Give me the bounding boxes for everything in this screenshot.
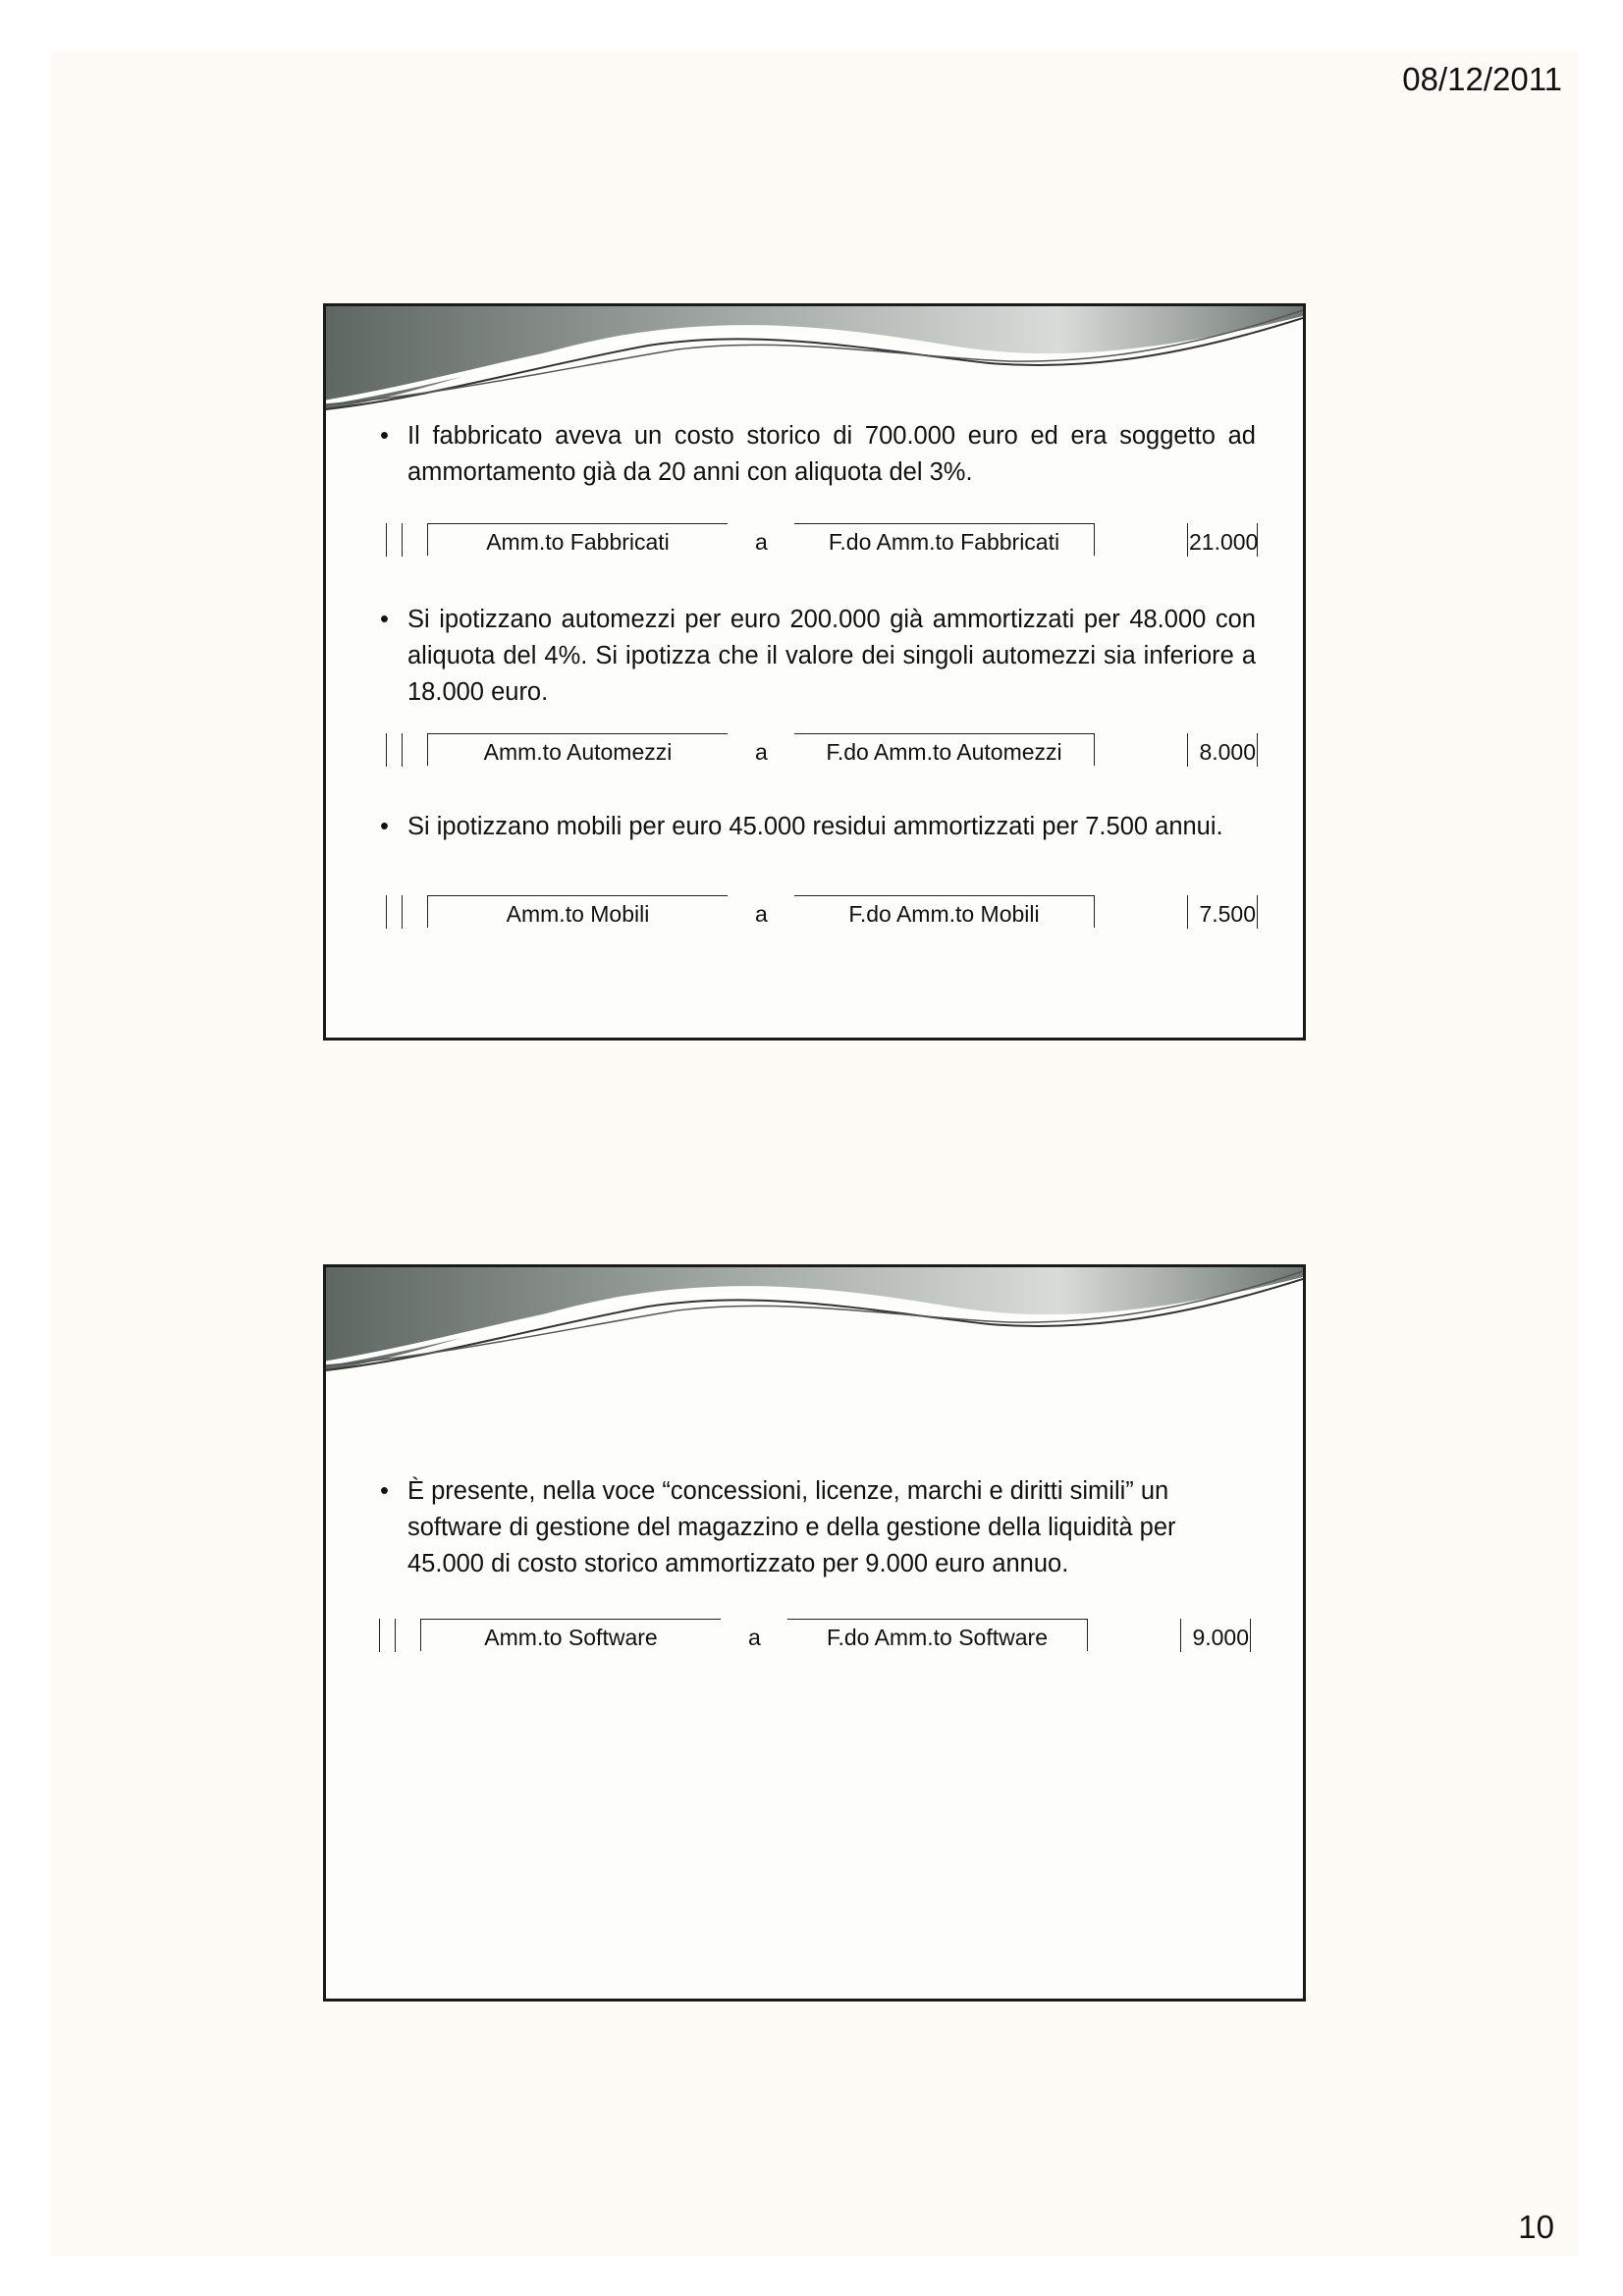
entry-connector: a xyxy=(748,1625,761,1650)
slide xyxy=(323,303,1306,1041)
journal-entry xyxy=(375,1619,1259,1654)
entry-column-rule xyxy=(1250,1619,1251,1652)
bullet-item xyxy=(380,602,1256,711)
bullet-item xyxy=(380,809,1256,845)
entry-column-rule xyxy=(1257,733,1258,767)
entry-column-rule xyxy=(379,1619,380,1652)
bullet-text: Si ipotizzano mobili per euro 45.000 residui ammortizzati per 7.500 annui. xyxy=(407,813,1223,840)
entry-column-rule xyxy=(402,733,403,767)
entry-column-rule xyxy=(402,523,403,557)
entry-column-rule xyxy=(395,1619,396,1652)
journal-entry xyxy=(382,895,1266,931)
debit-account: Amm.to Automezzi xyxy=(427,733,728,766)
entry-amount: 9.000 xyxy=(1192,1625,1249,1650)
entry-column-rule xyxy=(386,523,387,557)
bullet-text: È presente, nella voce “concessioni, licenze, marchi e diritti simili” un software di gestione del magazzino e della gestione della liquidità per 45.000 di costo storico ammortizzato per 9.000 euro annuo. xyxy=(407,1477,1176,1577)
credit-account: F.do Amm.to Mobili xyxy=(794,895,1095,928)
entry-amount: 21.000 xyxy=(1189,529,1259,555)
bullet-text: Il fabbricato aveva un costo storico di 700.000 euro ed era soggetto ad ammortamento già da 20 anni con aliquota del 3%. xyxy=(407,422,1256,486)
entry-amount: 7.500 xyxy=(1199,901,1256,927)
entry-connector: a xyxy=(755,529,768,555)
bullet-marker: • xyxy=(380,1477,389,1505)
debit-account: Amm.to Fabbricati xyxy=(427,523,728,556)
debit-account: Amm.to Mobili xyxy=(427,895,728,928)
entry-column-rule xyxy=(402,895,403,929)
slide xyxy=(323,1264,1306,2002)
entry-column-rule xyxy=(386,895,387,929)
bullet-marker: • xyxy=(380,606,389,633)
print-date: 08/12/2011 xyxy=(1402,61,1562,97)
page-number: 10 xyxy=(1518,2209,1554,2245)
entry-connector: a xyxy=(755,739,768,765)
credit-account: F.do Amm.to Fabbricati xyxy=(794,523,1095,556)
entry-column-rule xyxy=(386,733,387,767)
bullet-text: Si ipotizzano automezzi per euro 200.000 già ammortizzati per 48.000 con aliquota del 4%. Si ipotizza che il valore dei singoli automezzi sia inferiore a 18.000 euro. xyxy=(407,606,1256,706)
bullet-item xyxy=(380,1473,1256,1582)
entry-connector: a xyxy=(755,901,768,927)
entry-amount: 8.000 xyxy=(1199,739,1256,765)
journal-entry xyxy=(382,523,1266,559)
bullet-marker: • xyxy=(380,813,389,840)
entry-column-rule xyxy=(1187,523,1188,557)
entry-column-rule xyxy=(1257,523,1258,557)
entry-column-rule xyxy=(1187,895,1188,929)
credit-account: F.do Amm.to Automezzi xyxy=(794,733,1095,766)
debit-account: Amm.to Software xyxy=(420,1619,721,1651)
bullet-marker: • xyxy=(380,422,389,450)
bullet-item xyxy=(380,418,1256,491)
journal-entry xyxy=(382,733,1266,769)
entry-column-rule xyxy=(1187,733,1188,767)
credit-account: F.do Amm.to Software xyxy=(787,1619,1088,1651)
entry-column-rule xyxy=(1257,895,1258,929)
entry-column-rule xyxy=(1180,1619,1181,1652)
